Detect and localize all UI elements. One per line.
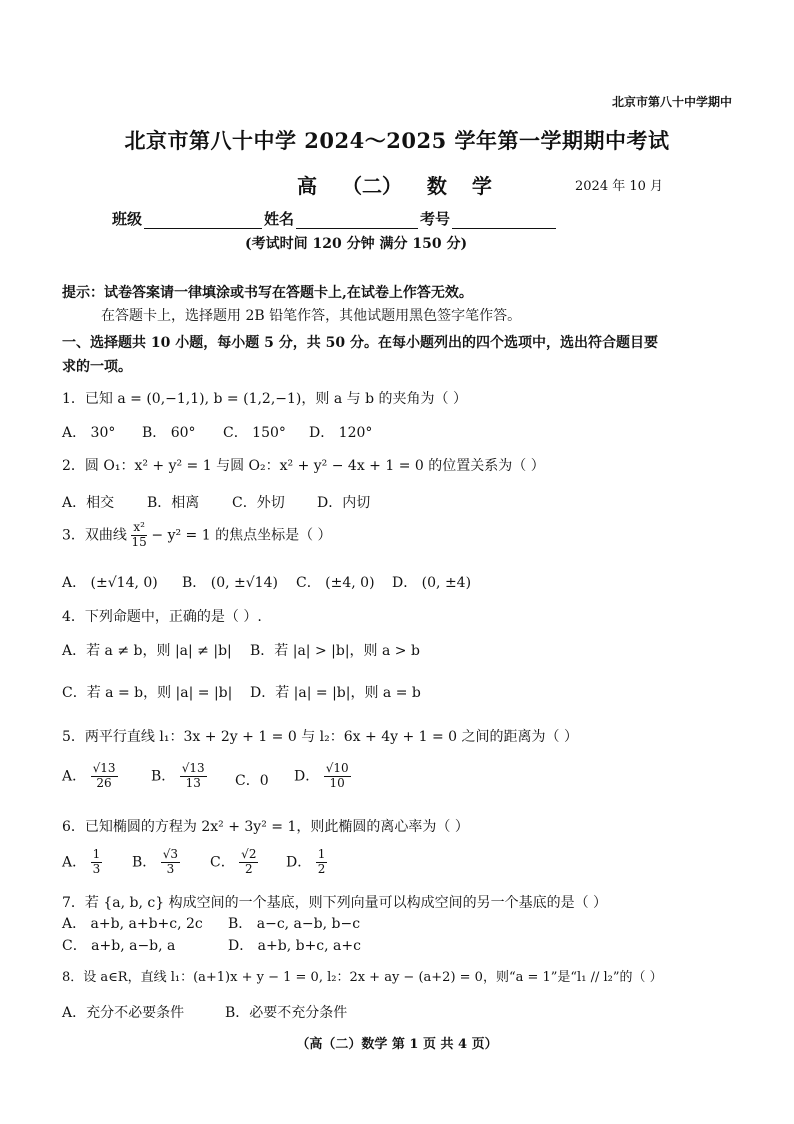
question-3-option-b: B． (0, ±√14) — [182, 575, 278, 591]
exam-subtitle: 高 （二） 数 学 — [297, 174, 492, 198]
question-2-option-b: B．相离 — [147, 495, 200, 511]
fraction-denominator: 2 — [317, 861, 326, 876]
question-8-option-a: A．充分不必要条件 — [62, 1005, 185, 1021]
tips-line-2: 在答题卡上，选择题用 2B 铅笔作答，其他试题用黑色签字笔作答。 — [101, 308, 522, 324]
section-heading-line-1: 一、选择题共 10 小题，每小题 5 分，共 50 分。在每小题列出的四个选项中，选出符合题目要 — [62, 335, 658, 351]
fraction-numerator: 1 — [317, 847, 326, 861]
question-6-option-c-label: C． — [210, 854, 235, 871]
question-2-option-d: D．内切 — [317, 495, 371, 511]
exam-title: 北京市第八十中学 2024～2025 学年第一学期期中考试 — [124, 128, 670, 153]
question-4-option-b: B．若 |a| > |b|，则 a > b — [250, 643, 420, 659]
question-2-option-c: C．外切 — [232, 495, 285, 511]
question-8-option-b: B．必要不充分条件 — [225, 1005, 348, 1021]
question-3-option-c: C． (±4, 0) — [296, 575, 375, 591]
question-2-option-a: A．相交 — [62, 495, 115, 511]
question-7-option-c: C． a+b, a−b, a — [62, 938, 176, 954]
page-footer: （高（二）数学 第 1 页 共 4 页） — [296, 1037, 498, 1052]
question-5-option-a-fraction — [91, 762, 118, 791]
tips-line-1: 提示：试卷答案请一律填涂或书写在答题卡上,在试卷上作答无效。 — [62, 285, 473, 301]
question-3-fraction — [131, 521, 147, 550]
question-7-option-a: A． a+b, a+b+c, 2c — [62, 916, 203, 932]
student-info-row — [112, 208, 558, 229]
question-6-option-a-label: A． — [62, 854, 87, 871]
question-3-stem — [62, 521, 332, 550]
question-2-stem: 2．圆 O₁：x² + y² = 1 与圆 O₂：x² + y² − 4x + 1 = 0 的位置关系为（ ） — [62, 458, 545, 474]
section-heading-line-2: 求的一项。 — [62, 359, 132, 375]
question-5-option-a-label: A． — [62, 768, 87, 785]
fraction-numerator: √2 — [241, 847, 257, 861]
question-1-option-b: B． 60° — [142, 425, 196, 441]
question-5-option-d — [294, 762, 351, 791]
fraction-denominator: 3 — [166, 861, 175, 876]
question-3-suffix: − y² = 1 的焦点坐标是（ ） — [151, 527, 332, 544]
question-4-option-a: A．若 a ≠ b，则 |a| ≠ |b| — [62, 643, 232, 659]
question-8-stem: 8．设 a∈R，直线 l₁：(a+1)x + y − 1 = 0, l₂：2x + ay − (a+2) = 0，则“a = 1”是“l₁ // l₂”的（ ） — [62, 970, 663, 985]
question-3-fraction-numerator: x² — [133, 520, 145, 534]
class-blank — [144, 212, 262, 229]
id-label: 考号 — [420, 210, 451, 228]
question-1-option-a: A． 30° — [62, 425, 116, 441]
question-6-option-d-fraction — [316, 848, 328, 877]
question-1-stem: 1．已知 a = (0,−1,1), b = (1,2,−1)，则 a 与 b 的夹角为（ ） — [62, 391, 467, 407]
fraction-denominator: 3 — [92, 861, 101, 876]
question-1-option-c: C． 150° — [223, 425, 286, 441]
name-blank — [296, 212, 418, 229]
question-6-option-c — [210, 848, 258, 877]
fraction-denominator: 2 — [244, 861, 253, 876]
question-5-option-a — [62, 762, 118, 791]
question-5-option-d-label: D． — [294, 768, 320, 785]
fraction-denominator: 10 — [329, 775, 345, 790]
question-3-option-d: D． (0, ±4) — [392, 575, 472, 591]
question-6-option-b-label: B． — [132, 854, 157, 871]
question-6-option-d — [286, 848, 327, 877]
name-label: 姓名 — [264, 210, 295, 228]
question-7-option-b: B． a−c, a−b, b−c — [228, 916, 361, 932]
fraction-numerator: √3 — [162, 847, 179, 861]
question-6-option-d-label: D． — [286, 854, 312, 871]
question-3-option-a: A． (±√14, 0) — [62, 575, 158, 591]
fraction-denominator: 13 — [185, 775, 201, 790]
header-corner-text: 北京市第八十中学期中 — [611, 95, 732, 109]
question-6-option-c-fraction — [239, 848, 258, 877]
question-1-option-d: D． 120° — [309, 425, 373, 441]
question-6-stem: 6．已知椭圆的方程为 2x² + 3y² = 1，则此椭圆的离心率为（ ） — [62, 819, 469, 835]
question-4-option-d: D．若 |a| = |b|，则 a = b — [250, 685, 421, 701]
question-4-stem: 4．下列命题中，正确的是（ ）. — [62, 609, 262, 625]
question-5-option-d-fraction — [324, 762, 351, 791]
fraction-denominator: 26 — [96, 775, 112, 790]
question-7-option-d: D． a+b, b+c, a+c — [228, 938, 361, 954]
question-7-stem: 7．若 {a, b, c} 构成空间的一个基底，则下列向量可以构成空间的另一个基底的是（ ） — [62, 895, 608, 911]
id-blank — [452, 212, 556, 229]
exam-date: 2024 年 10 月 — [575, 179, 664, 194]
question-6-option-b-fraction — [161, 848, 180, 877]
question-3-prefix: 3．双曲线 — [62, 527, 127, 544]
question-6-option-a-fraction — [91, 848, 103, 877]
class-label: 班级 — [112, 210, 143, 228]
question-5-option-c: C．0 — [235, 773, 269, 789]
fraction-numerator: √13 — [181, 761, 205, 775]
question-6-option-a — [62, 848, 102, 877]
question-5-option-b-fraction — [180, 762, 207, 791]
question-5-stem: 5．两平行直线 l₁：3x + 2y + 1 = 0 与 l₂：6x + 4y + 1 = 0 之间的距离为（ ） — [62, 729, 578, 745]
question-5-option-b — [151, 762, 207, 791]
fraction-numerator: √13 — [92, 761, 116, 775]
question-6-option-b — [132, 848, 180, 877]
question-3-fraction-denominator: 15 — [131, 534, 147, 549]
question-4-option-c: C．若 a = b，则 |a| = |b| — [62, 685, 233, 701]
fraction-numerator: 1 — [92, 847, 101, 861]
time-info: (考试时间 120 分钟 满分 150 分) — [245, 236, 468, 252]
question-5-option-b-label: B． — [151, 768, 176, 785]
fraction-numerator: √10 — [325, 761, 349, 775]
